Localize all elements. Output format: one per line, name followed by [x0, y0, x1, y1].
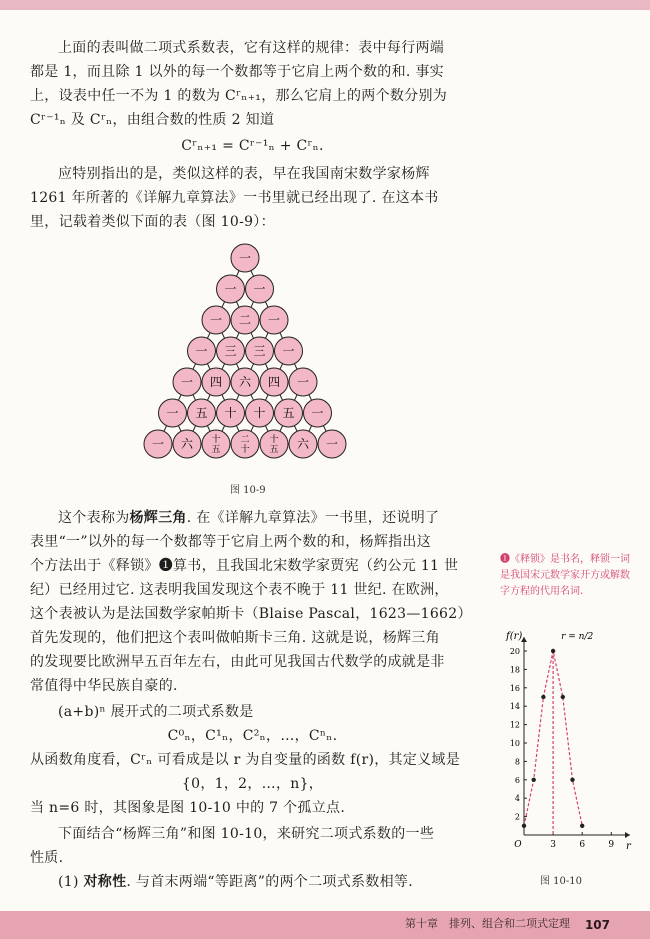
- binomial-chart: [498, 625, 638, 865]
- paragraph-line: 从函数角度看，Cʳₙ 可看成是以 r 为自变量的函数 f(r)，其定义域是: [30, 752, 461, 768]
- triangle-node-label: 一: [282, 344, 295, 358]
- x-axis-label: r: [626, 841, 631, 852]
- x-axis-arrow: [625, 832, 630, 838]
- text-span: . 在《详解九章算法》一书里，还说明了: [186, 510, 440, 526]
- paragraph-line: 性质.: [30, 850, 64, 866]
- data-point: [551, 649, 555, 653]
- triangle-node-label: 六: [296, 437, 310, 451]
- triangle-node-label: 一: [151, 437, 165, 451]
- y-tick-label: 4: [514, 794, 520, 804]
- paragraph-line: 这个表被认为是法国数学家帕斯卡（Blaise Pascal，1623—1662）: [30, 606, 472, 622]
- triangle-node-label: 十五: [211, 435, 221, 455]
- triangle-node-label: 一: [325, 437, 339, 451]
- triangle-node-label: 一: [224, 282, 237, 296]
- paragraph-line: 1261 年所著的《详解九章算法》一书里就已经出现了. 在这本书: [30, 190, 439, 206]
- paragraph-line: 上面的表叫做二项式系数表，它有这样的规律：表中每行两端: [58, 40, 445, 56]
- triangle-node-label: 六: [180, 437, 194, 451]
- x-tick-label: 6: [579, 840, 586, 850]
- triangle-node-label: 一: [253, 282, 266, 296]
- triangle-node-label: 十: [253, 406, 266, 420]
- x-tick-label: 3: [550, 840, 556, 850]
- y-tick-label: 20: [509, 647, 520, 656]
- triangle-node-label: 四: [209, 375, 223, 389]
- text-span: (1): [58, 874, 84, 890]
- y-tick-label: 18: [509, 665, 520, 675]
- triangle-node-label: 三: [253, 344, 266, 358]
- paragraph-line: 下面结合“杨辉三角”和图 10-10，来研究二项式系数的一些: [58, 826, 435, 842]
- data-point: [561, 695, 565, 699]
- paragraph-line: 的发现要比欧洲早五百年左右，由此可见我国古代数学的成就是非: [30, 654, 445, 670]
- paragraph-line: 首先发现的，他们把这个表叫做帕斯卡三角. 这就是说，杨辉三角: [30, 630, 440, 646]
- triangle-node-label: 三: [224, 344, 237, 358]
- x-tick-label: 9: [608, 840, 615, 850]
- paragraph-line: 上，设表中任一不为 1 的数为 Cʳₙ₊₁，那么它肩上的两个数分别为: [30, 88, 448, 104]
- side-note: ❶《释锁》是书名，释锁一词是我国宋元数学家开方或解数字方程的代用名词.: [500, 554, 630, 597]
- y-tick-label: 2: [514, 812, 520, 822]
- y-tick-label: 14: [509, 702, 520, 712]
- triangle-node-label: 一: [267, 313, 281, 327]
- triangle-node-label: 二: [238, 313, 252, 327]
- triangle-node-label: 一: [180, 375, 194, 389]
- y-tick-label: 8: [514, 757, 520, 767]
- term-bold: 对称性: [83, 874, 127, 890]
- triangle-node-label: 五: [282, 406, 295, 420]
- yang-hui-triangle: [130, 240, 360, 470]
- triangle-node-label: 四: [267, 375, 281, 389]
- text-span: . 与首末两端“等距离”的两个二项式系数相等.: [126, 874, 413, 890]
- paragraph-line: 应特别指出的是，类似这样的表，早在我国南宋数学家杨辉: [58, 166, 430, 182]
- triangle-node-label: 十: [224, 406, 237, 420]
- triangle-node-label: 一: [238, 251, 252, 265]
- chapter-title: 第十章 排列、组合和二项式定理: [405, 917, 570, 930]
- data-point: [541, 695, 545, 699]
- figure-caption: 图 10-9: [230, 485, 266, 496]
- triangle-node-label: 一: [209, 313, 223, 327]
- triangle-node-label: 二十: [240, 435, 250, 455]
- paragraph-line: [30, 506, 475, 530]
- data-point: [570, 778, 574, 782]
- paragraph-line: 个方法出于《释锁》❶算书，且我国北宋数学家贾宪（约公元 11 世: [30, 558, 459, 574]
- paragraph-line: Cʳ⁻¹ₙ 及 Cʳₙ，由组合数的性质 2 知道: [30, 112, 275, 128]
- term-bold: 杨辉三角: [129, 510, 187, 526]
- paragraph-line: [30, 870, 475, 894]
- y-tick-label: 12: [509, 720, 520, 730]
- formula: C⁰ₙ，C¹ₙ，C²ₙ，…，Cⁿₙ.: [167, 728, 338, 744]
- triangle-node-label: 一: [166, 406, 179, 420]
- paragraph-line: 都是 1，而且除 1 以外的每一个数都等于它肩上两个数的和. 事实: [30, 64, 444, 80]
- paragraph-line: 里，记载着类似下面的表（图 10-9）：: [30, 214, 275, 230]
- x-tick-label: O: [514, 840, 522, 850]
- top-bar: [0, 0, 650, 10]
- page-number: 107: [584, 918, 610, 932]
- triangle-node-label: 十五: [269, 435, 279, 455]
- paragraph-line: 纪）已经用过它. 这表明我国发现这个表不晚于 11 世纪. 在欧洲，: [30, 582, 449, 598]
- y-tick-label: 16: [509, 683, 520, 693]
- chart-caption: 图 10-10: [540, 876, 583, 887]
- triangle-node-label: 一: [311, 406, 324, 420]
- paragraph-line: 当 n=6 时，其图象是图 10-10 中的 7 个孤立点.: [30, 800, 346, 816]
- formula: {0，1，2，…，n}，: [181, 776, 324, 792]
- y-axis-label: f(r): [506, 631, 523, 642]
- triangle-node-label: 五: [195, 406, 208, 420]
- data-point: [532, 778, 536, 782]
- paragraph-line: (a+b)ⁿ 展开式的二项式系数是: [58, 704, 254, 720]
- text-span: 这个表称为: [58, 510, 130, 526]
- paragraph-line: 常值得中华民族自豪的.: [30, 678, 178, 694]
- paragraph-line: 表里“一”以外的每一个数都等于它肩上两个数的和，杨辉指出这: [30, 534, 432, 550]
- triangle-node-label: 一: [296, 375, 310, 389]
- data-point: [522, 824, 526, 828]
- y-tick-label: 10: [509, 739, 520, 748]
- y-tick-label: 6: [514, 775, 520, 785]
- formula: Cʳₙ₊₁ = Cʳ⁻¹ₙ + Cʳₙ.: [181, 138, 324, 154]
- data-point: [580, 824, 584, 828]
- symmetry-annotation: r = n/2: [561, 632, 594, 642]
- triangle-node-label: 六: [238, 375, 252, 389]
- triangle-node-label: 一: [195, 344, 208, 358]
